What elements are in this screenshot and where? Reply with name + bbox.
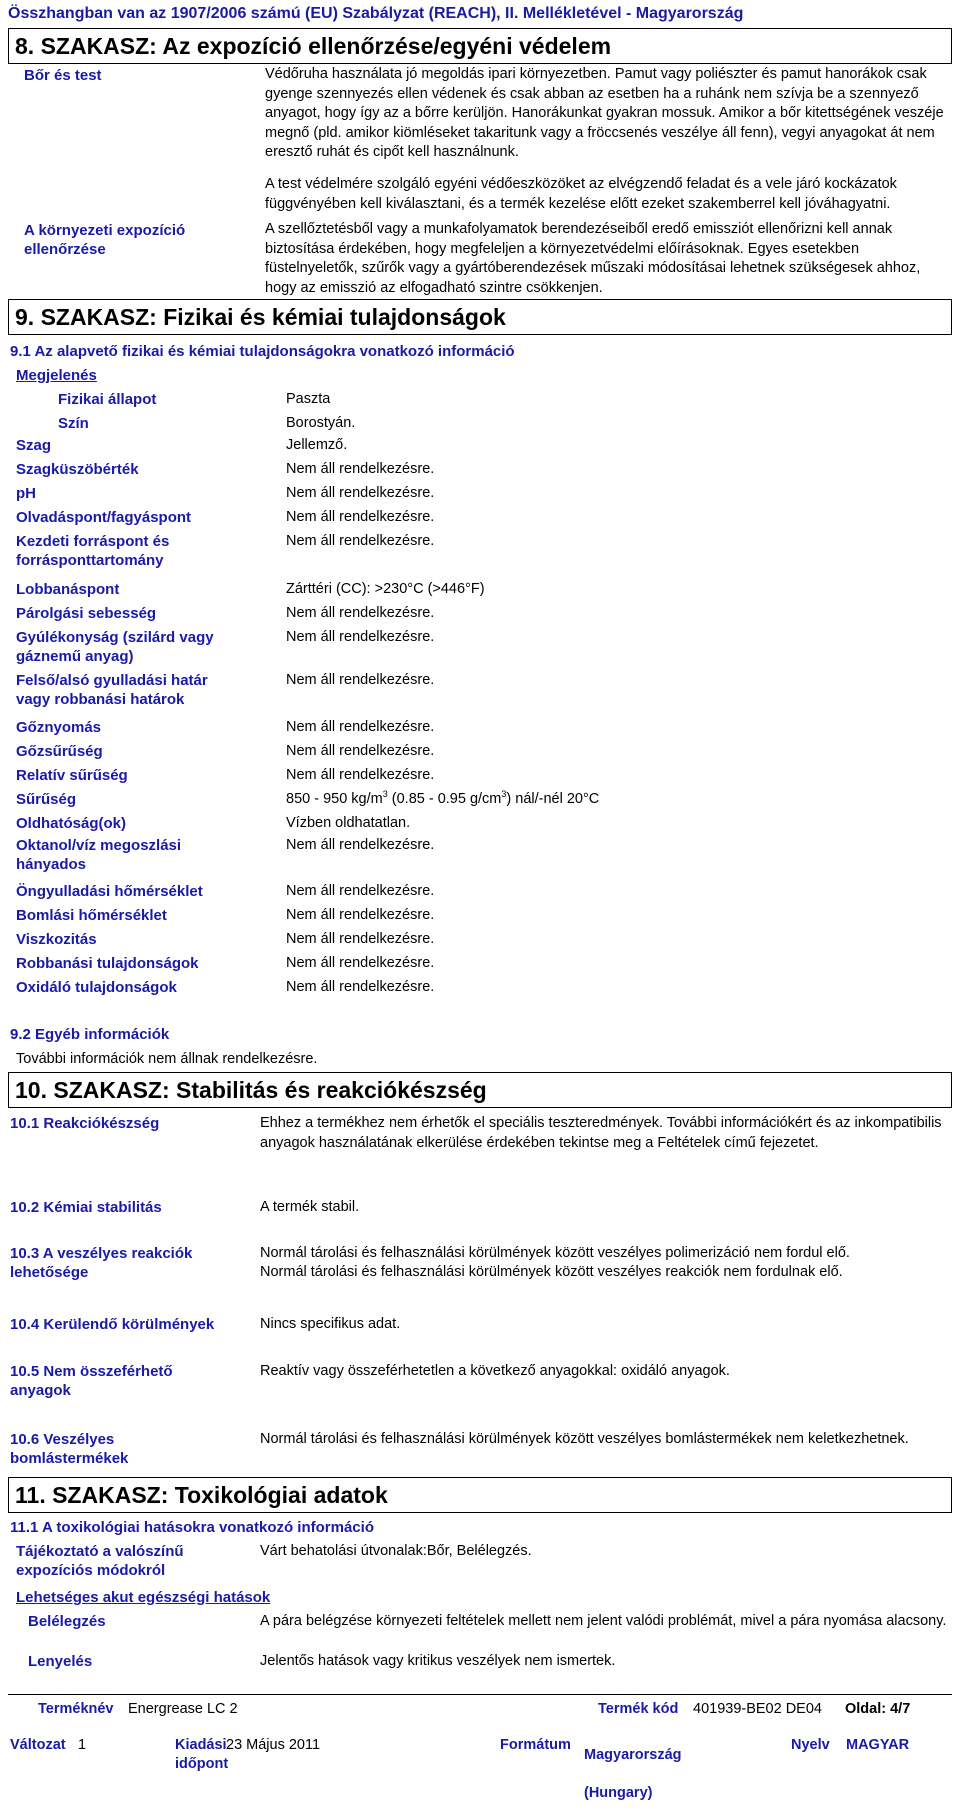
language-label: Nyelv: [791, 1737, 830, 1753]
appearance-heading: Megjelenés: [16, 367, 97, 384]
prop-value-evaporation-rate: Nem áll rendelkezésre.: [286, 605, 435, 621]
reactivity-label: 10.1 Reakciókészség: [10, 1115, 160, 1132]
conditions-to-avoid-text: Nincs specifikus adat.: [260, 1316, 401, 1332]
regulation-header: Összhangban van az 1907/2006 számú (EU) Szabályzat (REACH), II. Mellékletével - Magyarország: [8, 5, 744, 22]
prop-label-oxidizing-properties: Oxidáló tulajdonságok: [16, 979, 177, 996]
prop-value-boiling-point: Nem áll rendelkezésre.: [286, 533, 435, 549]
prop-label-odor-threshold: Szagküszöbérték: [16, 461, 139, 478]
chemical-stability-label: 10.2 Kémiai stabilitás: [10, 1199, 162, 1216]
version-value: 1: [78, 1737, 87, 1753]
product-name-label: Terméknév: [38, 1701, 114, 1717]
hazardous-reactions-label: 10.3 A veszélyes reakciók lehetősége: [10, 1245, 193, 1281]
section-9-1-heading: 9.1 Az alapvető fizikai és kémiai tulajdonságokra vonatkozó információ: [10, 343, 515, 360]
section-10-title: 10. SZAKASZ: Stabilitás és reakciókészség: [8, 1072, 952, 1108]
prop-value-ph: Nem áll rendelkezésre.: [286, 485, 435, 501]
prop-label-solubility: Oldhatóság(ok): [16, 815, 127, 832]
hazardous-reactions-text: Normál tárolási és felhasználási körülmények között veszélyes polimerizáció nem fordul elő.: [260, 1245, 850, 1261]
prop-label-color: Szín: [58, 415, 89, 432]
product-name-value: Energrease LC 2: [128, 1701, 238, 1717]
prop-label-melting-point: Olvadáspont/fagyáspont: [16, 509, 192, 526]
decomposition-products-text: Normál tárolási és felhasználási körülmények között veszélyes bomlástermékek nem keletkezhetnek.: [260, 1431, 909, 1447]
prop-value-density: 850 - 950 $kg/m^3$ (0.85 - 0.95 $g/cm^3$) nál/-nél 20°C: [286, 789, 600, 807]
prop-label-explosive-limits: Felső/alsó gyulladási határ vagy robbanási határok: [16, 672, 208, 708]
skin-body-text: Védőruha használata jó megoldás ipari környezetben. Pamut vagy poliészter és pamut hanorákok csak gyenge szennyezés ellen védenek és csak abban az esetben ha a ruhánk nem szívja be a szennyező anyagot, hogy így az a bőrre kerüljön. Hanorákunkat gyakran mossuk. Amikor a bőr kitettségének veszéje megnő (pld. amikor kiömléseket takaritunk vagy a fröccsenés veszélye áll fenn), vegyi anyagokat át nem eresztő ruhát és cipőt kell használnunk.: [265, 66, 944, 160]
prop-label-vapor-density: Gőzsűrűség: [16, 743, 103, 760]
issue-date-value: 23 Május 2011: [226, 1737, 321, 1753]
prop-label-autoignition: Öngyulladási hőmérséklet: [16, 883, 203, 900]
skin-body-label: Bőr és test: [24, 67, 102, 84]
prop-value-vapor-pressure: Nem áll rendelkezésre.: [286, 719, 435, 735]
prop-label-decomposition-temp: Bomlási hőmérséklet: [16, 907, 167, 924]
prop-label-boiling-point: Kezdeti forráspont és forrásponttartomány: [16, 533, 170, 569]
hazardous-reactions-text-2: Normál tárolási és felhasználási körülmények között veszélyes reakciók nem fordulnak elő.: [260, 1264, 843, 1280]
prop-value-flammability: Nem áll rendelkezésre.: [286, 629, 435, 645]
env-exposure-label: A környezeti expozíció ellenőrzése: [24, 222, 186, 258]
prop-label-density: Sűrűség: [16, 791, 77, 808]
section-9-2-heading: 9.2 Egyéb információk: [10, 1026, 170, 1043]
chemical-stability-text: A termék stabil.: [260, 1199, 360, 1215]
env-exposure-text: A szellőztetésből vagy a munkafolyamatok berendezéseiből eredő emissziót ellenőrizni kell annak biztosítása érdekében, hogy megfeleljen a környezetvédelmi előírásoknak. Egyes esetekben füstelnyeletők, szűrők vagy a gyártóberendezések műszaki módosításai lehetnek szükségesek ahhoz, hogy az emisszió az elfogadható szintre csökkenjen.: [265, 221, 921, 296]
decomposition-products-label: 10.6 Veszélyes bomlástermékek: [10, 1431, 129, 1467]
language-value: MAGYAR: [846, 1737, 910, 1753]
prop-label-ph: pH: [16, 485, 36, 502]
section-9-title: 9. SZAKASZ: Fizikai és kémiai tulajdonságok: [8, 299, 952, 335]
prop-value-autoignition: Nem áll rendelkezésre.: [286, 883, 435, 899]
prop-value-explosive-properties: Nem áll rendelkezésre.: [286, 955, 435, 971]
prop-label-partition-coefficient: Oktanol/víz megoszlási hányados: [16, 837, 182, 873]
prop-value-partition-coefficient: Nem áll rendelkezésre.: [286, 837, 435, 853]
prop-label-viscosity: Viszkozitás: [16, 931, 97, 948]
prop-label-flammability: Gyúlékonyság (szilárd vagy gáznemű anyag): [16, 629, 214, 665]
skin-body-text-2: A test védelmére szolgáló egyéni védőeszközöket az elvégzendő feladat és a vele járó kockázatok függvényében kell kiválasztani, és a termék kezelése előtt ezeket szakemberrel kell jóváhagyatni.: [265, 176, 897, 212]
ingestion-text: Jelentős hatások vagy kritikus veszélyek nem ismertek.: [260, 1653, 616, 1669]
incompatible-materials-text: Reaktív vagy összeférhetetlen a következő anyagokkal: oxidáló anyagok.: [260, 1363, 730, 1379]
version-label: Változat: [10, 1737, 66, 1753]
inhalation-text: A pára belégzése környezeti feltételek mellett nem jelent valódi problémát, mivel a pára nyomása alacsony.: [260, 1613, 947, 1629]
incompatible-materials-label: 10.5 Nem összeférhető anyagok: [10, 1363, 173, 1399]
product-code-label: Termék kód: [598, 1701, 679, 1717]
prop-value-melting-point: Nem áll rendelkezésre.: [286, 509, 435, 525]
prop-value-color: Borostyán.: [286, 415, 356, 431]
prop-value-explosive-limits: Nem áll rendelkezésre.: [286, 672, 435, 688]
prop-label-vapor-pressure: Gőznyomás: [16, 719, 102, 736]
reactivity-text: Ehhez a termékhez nem érhetők el speciális teszteredmények. További információkért és az inkompatibilis anyagok használatának elkerülése érdekében tekintse meg a Feltételek című fejezetet.: [260, 1115, 942, 1151]
prop-label-flash-point: Lobbanáspont: [16, 581, 120, 598]
prop-value-odor: Jellemző.: [286, 437, 348, 453]
section-11-title: 11. SZAKASZ: Toxikológiai adatok: [8, 1477, 952, 1513]
prop-value-flash-point: Zárttéri (CC): >230°C (>446°F): [286, 581, 485, 597]
section-8-title: 8. SZAKASZ: Az expozíció ellenőrzése/egyéni védelem: [8, 28, 952, 64]
prop-label-explosive-properties: Robbanási tulajdonságok: [16, 955, 199, 972]
prop-value-relative-density: Nem áll rendelkezésre.: [286, 767, 435, 783]
issue-date-label: Kiadási időpont: [175, 1737, 229, 1772]
exposure-routes-text: Várt behatolási útvonalak:Bőr, Belélegzés.: [260, 1543, 532, 1559]
exposure-routes-label: Tájékoztató a valószínű expozíciós módokról: [16, 1543, 184, 1579]
other-info-text: További információk nem állnak rendelkezésre.: [16, 1051, 318, 1067]
prop-value-vapor-density: Nem áll rendelkezésre.: [286, 743, 435, 759]
prop-label-odor: Szag: [16, 437, 52, 454]
ingestion-label: Lenyelés: [28, 1653, 93, 1670]
prop-value-odor-threshold: Nem áll rendelkezésre.: [286, 461, 435, 477]
acute-effects-heading: Lehetséges akut egészségi hatások: [16, 1589, 271, 1606]
product-code-value: 401939-BE02 DE04: [693, 1701, 822, 1717]
page-number: Oldal: 4/7: [845, 1701, 911, 1717]
format-label: Formátum: [500, 1737, 571, 1753]
conditions-to-avoid-label: 10.4 Kerülendő körülmények: [10, 1316, 215, 1333]
prop-label-evaporation-rate: Párolgási sebesség: [16, 605, 157, 622]
section-11-1-heading: 11.1 A toxikológiai hatásokra vonatkozó információ: [10, 1519, 374, 1536]
prop-value-viscosity: Nem áll rendelkezésre.: [286, 931, 435, 947]
format-value: Magyarország (Hungary): [584, 1747, 682, 1801]
inhalation-label: Belélegzés: [28, 1613, 106, 1630]
prop-value-decomposition-temp: Nem áll rendelkezésre.: [286, 907, 435, 923]
prop-value-oxidizing-properties: Nem áll rendelkezésre.: [286, 979, 435, 995]
footer-divider: [8, 1694, 952, 1695]
prop-value-solubility: Vízben oldhatatlan.: [286, 815, 411, 831]
prop-label-relative-density: Relatív sűrűség: [16, 767, 128, 784]
prop-value-physical-state: Paszta: [286, 391, 331, 407]
prop-label-physical-state: Fizikai állapot: [58, 391, 157, 408]
